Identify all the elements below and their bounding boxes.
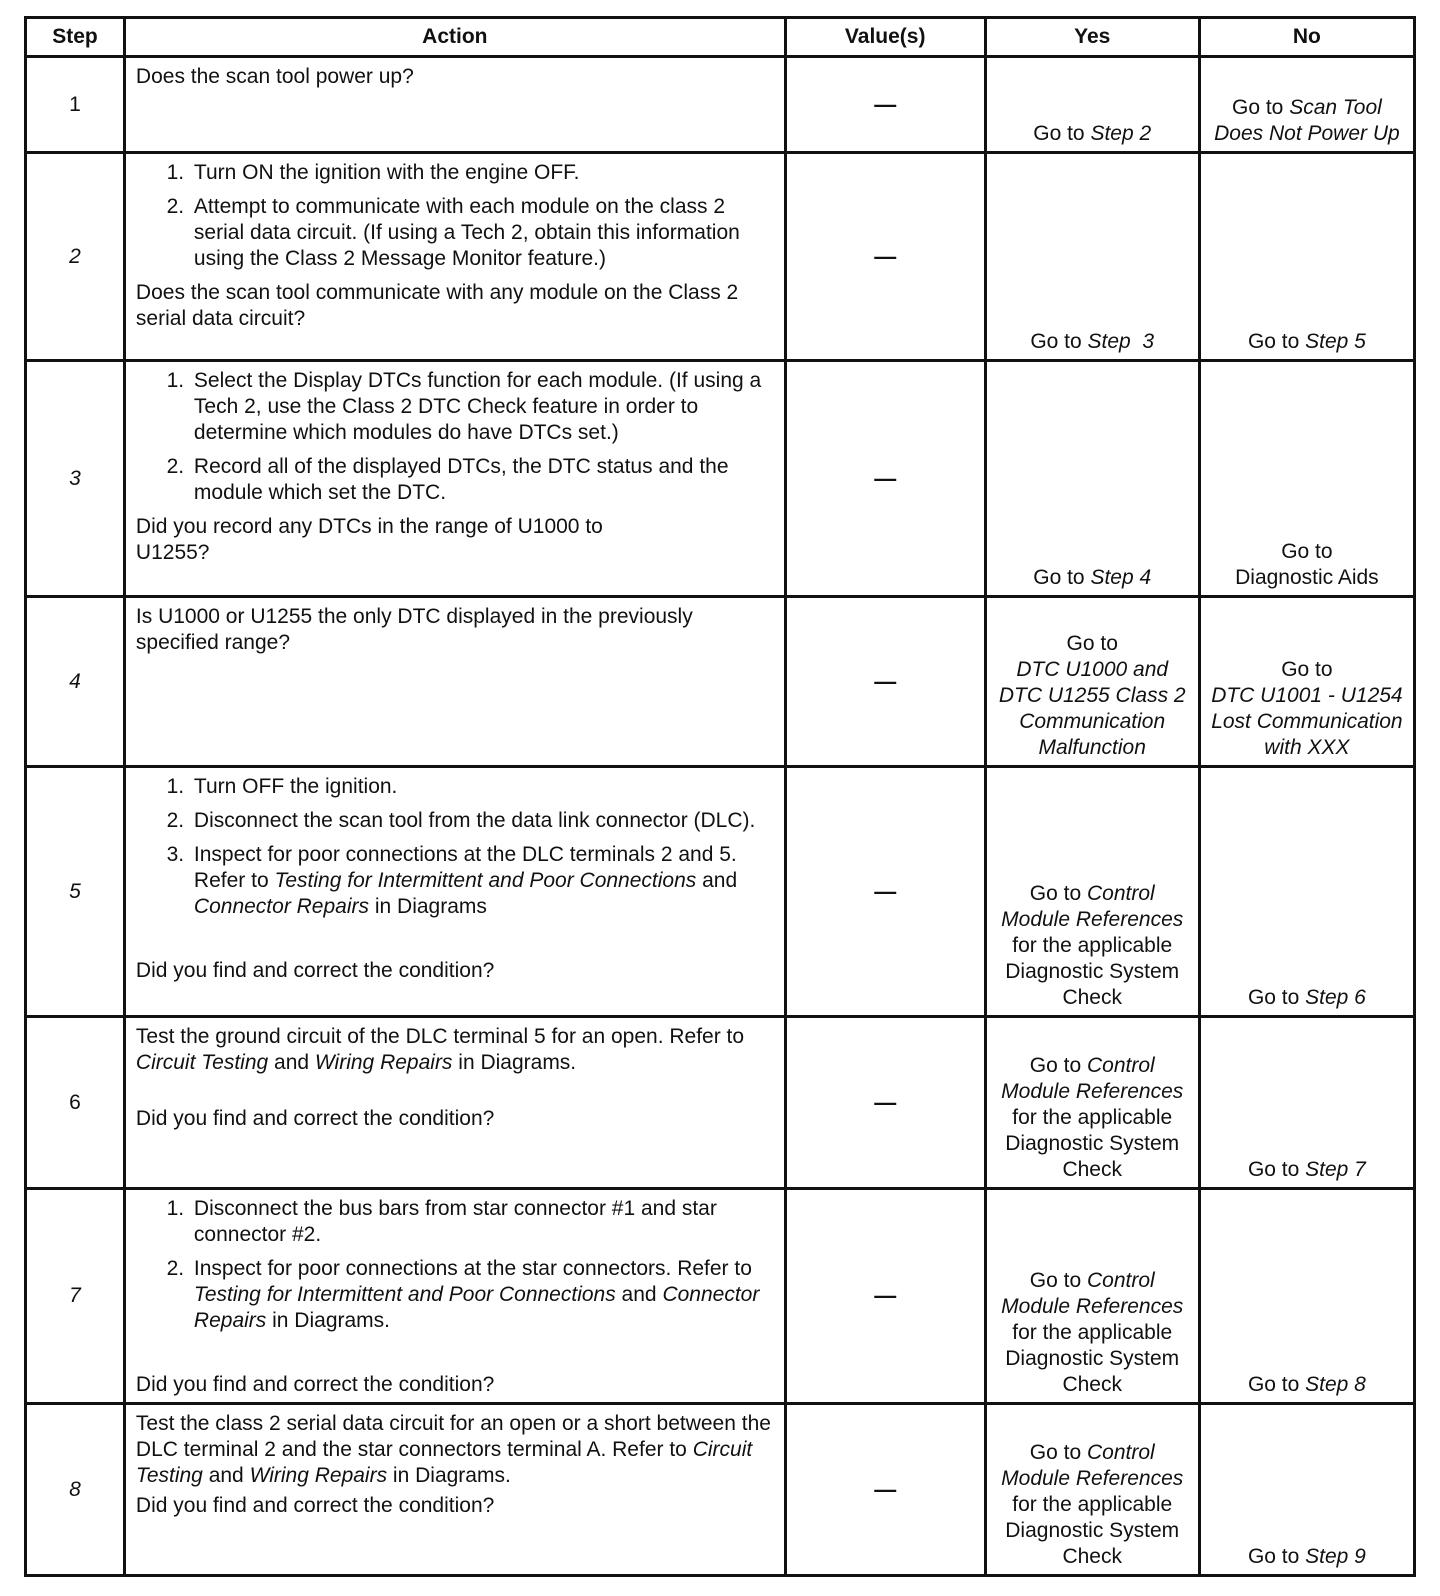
action-step-item: 1. Disconnect the bus bars from star connector #1 and star connector #2. bbox=[190, 1196, 776, 1248]
procedure-link[interactable]: Wiring Repairs bbox=[314, 1051, 453, 1074]
no-prefix: Go to bbox=[1247, 1373, 1306, 1396]
action-step-item: 1. Turn OFF the ignition. bbox=[190, 774, 776, 800]
action-question: Did you find and correct the condition? bbox=[135, 959, 495, 982]
no-cell[interactable] bbox=[1199, 1017, 1414, 1189]
action-cell bbox=[124, 1404, 785, 1576]
text: in Diagrams. bbox=[266, 1309, 390, 1332]
no-cell[interactable] bbox=[1199, 361, 1414, 597]
yes-link[interactable]: Step 3 bbox=[1087, 330, 1155, 353]
action-steps-list bbox=[136, 368, 776, 506]
procedure-link[interactable]: Testing for Intermittent and Poor Connections bbox=[193, 1283, 616, 1306]
spacer bbox=[136, 1342, 776, 1368]
spacer bbox=[136, 1076, 776, 1102]
action-question: Did you find and correct the condition? bbox=[135, 1494, 495, 1517]
action-question: Does the scan tool communicate with any module on the Class 2 serial data circuit? bbox=[135, 281, 739, 330]
yes-cell[interactable] bbox=[985, 597, 1199, 767]
yes-prefix: Go to bbox=[1029, 1054, 1087, 1077]
yes-cell[interactable] bbox=[985, 361, 1199, 597]
yes-link[interactable]: DTC U1000 and DTC U1255 Class 2 Communication Malfunction bbox=[998, 658, 1186, 759]
yes-suffix: for the applicable Diagnostic System Check bbox=[1005, 1321, 1180, 1396]
yes-prefix: Go to bbox=[1033, 566, 1091, 589]
yes-prefix: Go to bbox=[1030, 330, 1088, 353]
action-question: Does the scan tool power up? bbox=[135, 65, 414, 88]
no-link[interactable]: Step 8 bbox=[1305, 1373, 1366, 1396]
action-step-item: 1. Turn ON the ignition with the engine OFF. bbox=[190, 160, 776, 186]
action-cell bbox=[124, 361, 785, 597]
table-row-step-1 bbox=[26, 57, 1415, 153]
no-cell[interactable] bbox=[1199, 153, 1414, 361]
action-question: Did you record any DTCs in the range of U1000 to U1255? bbox=[135, 515, 603, 564]
no-link[interactable]: DTC U1001 - U1254 Lost Communication with XXX bbox=[1211, 684, 1403, 759]
step-number: 1 bbox=[26, 57, 125, 153]
yes-suffix: for the applicable Diagnostic System Check bbox=[1005, 1493, 1180, 1568]
yes-link[interactable]: Control Module References bbox=[1001, 1441, 1184, 1490]
action-step-item: 2. Disconnect the scan tool from the data link connector (DLC). bbox=[190, 808, 776, 834]
action-steps-list bbox=[136, 774, 776, 920]
step-number: 7 bbox=[26, 1189, 125, 1404]
value-cell: — bbox=[785, 153, 985, 361]
action-intro bbox=[136, 1024, 776, 1076]
action-cell bbox=[124, 57, 785, 153]
table-row-step-8 bbox=[26, 1404, 1415, 1576]
no-link[interactable]: Step 7 bbox=[1305, 1158, 1366, 1181]
yes-cell[interactable] bbox=[985, 1404, 1199, 1576]
action-step-item: 2. Record all of the displayed DTCs, the DTC status and the module which set the DTC. bbox=[190, 454, 776, 506]
diagnostic-table-sheet bbox=[24, 16, 1416, 1577]
procedure-link[interactable]: Circuit Testing bbox=[135, 1438, 753, 1487]
no-prefix: Go to bbox=[1247, 330, 1306, 353]
text: in Diagrams. bbox=[452, 1051, 577, 1074]
yes-prefix: Go to bbox=[1029, 1269, 1087, 1292]
spacer bbox=[136, 928, 776, 954]
text: Inspect for poor connections at the DLC terminals 2 and 5. Refer to bbox=[193, 843, 737, 892]
action-step-item: 2. Attempt to communicate with each module on the class 2 serial data circuit. (If using a Tech 2, obtain this information using the Class 2 Message Monitor feature.) bbox=[190, 194, 776, 272]
step-number: 2 bbox=[26, 153, 125, 361]
value-cell: — bbox=[785, 1404, 985, 1576]
action-cell bbox=[124, 153, 785, 361]
step-number: 8 bbox=[26, 1404, 125, 1576]
header-yes: Yes bbox=[985, 18, 1199, 57]
no-prefix: Go to bbox=[1247, 1545, 1306, 1568]
yes-link[interactable]: Control Module References bbox=[1001, 1269, 1184, 1318]
value-cell: — bbox=[785, 1017, 985, 1189]
action-cell bbox=[124, 597, 785, 767]
text: Test the class 2 serial data circuit for an open or a short between the DLC terminal 2 and the star connectors terminal A. Refer to bbox=[135, 1412, 771, 1461]
yes-link[interactable]: Step 2 bbox=[1090, 122, 1152, 145]
value-cell: — bbox=[785, 597, 985, 767]
action-step-item bbox=[190, 842, 776, 920]
procedure-link[interactable]: Wiring Repairs bbox=[249, 1464, 388, 1487]
no-link[interactable]: Step 9 bbox=[1305, 1545, 1366, 1568]
no-cell[interactable] bbox=[1199, 57, 1414, 153]
procedure-link[interactable]: Connector Repairs bbox=[193, 895, 370, 918]
no-cell[interactable] bbox=[1199, 1189, 1414, 1404]
text: in Diagrams bbox=[369, 895, 487, 918]
yes-prefix: Go to bbox=[1033, 122, 1091, 145]
text: and bbox=[202, 1464, 250, 1487]
yes-link[interactable]: Control Module References bbox=[1001, 882, 1184, 931]
yes-suffix: for the applicable Diagnostic System Check bbox=[1005, 1106, 1180, 1181]
no-prefix: Go to bbox=[1247, 986, 1306, 1009]
no-cell[interactable] bbox=[1199, 1404, 1414, 1576]
no-link[interactable]: Scan Tool Does Not Power Up bbox=[1214, 96, 1400, 145]
no-plain-target[interactable]: Diagnostic Aids bbox=[1235, 566, 1379, 589]
table-row-step-7 bbox=[26, 1189, 1415, 1404]
header-value: Value(s) bbox=[785, 18, 985, 57]
no-cell[interactable] bbox=[1199, 597, 1414, 767]
header-step: Step bbox=[26, 18, 125, 57]
yes-cell[interactable] bbox=[985, 767, 1199, 1017]
no-link[interactable]: Step 6 bbox=[1305, 986, 1366, 1009]
procedure-link[interactable]: Circuit Testing bbox=[135, 1051, 269, 1074]
value-cell: — bbox=[785, 767, 985, 1017]
yes-cell[interactable] bbox=[985, 57, 1199, 153]
table-row-step-4 bbox=[26, 597, 1415, 767]
yes-cell[interactable] bbox=[985, 1017, 1199, 1189]
procedure-link[interactable]: Testing for Intermittent and Poor Connections bbox=[274, 869, 697, 892]
step-number: 5 bbox=[26, 767, 125, 1017]
table-row-step-5 bbox=[26, 767, 1415, 1017]
no-prefix: Go to bbox=[1247, 1158, 1306, 1181]
action-steps-list bbox=[136, 1196, 776, 1334]
no-link[interactable]: Step 5 bbox=[1305, 330, 1366, 353]
action-steps-list bbox=[136, 160, 776, 272]
text: and bbox=[268, 1051, 315, 1074]
yes-prefix: Go to bbox=[1029, 1441, 1087, 1464]
yes-prefix: Go to bbox=[1029, 882, 1087, 905]
header-no: No bbox=[1199, 18, 1414, 57]
header-action: Action bbox=[124, 18, 785, 57]
action-step-item: 1. Select the Display DTCs function for each module. (If using a Tech 2, use the Class 2 DTC Check feature in order to determine which modules do have DTCs set.) bbox=[190, 368, 776, 446]
yes-prefix: Go to bbox=[1066, 632, 1118, 655]
no-cell[interactable] bbox=[1199, 767, 1414, 1017]
yes-suffix: for the applicable Diagnostic System Check bbox=[1005, 934, 1180, 1009]
step-number: 3 bbox=[26, 361, 125, 597]
no-prefix: Go to bbox=[1281, 540, 1333, 563]
yes-cell[interactable] bbox=[985, 1189, 1199, 1404]
text: and bbox=[615, 1283, 663, 1306]
no-prefix: Go to bbox=[1281, 658, 1333, 681]
action-cell bbox=[124, 1189, 785, 1404]
value-cell: — bbox=[785, 1189, 985, 1404]
action-cell bbox=[124, 767, 785, 1017]
table-row-step-2 bbox=[26, 153, 1415, 361]
action-question: Is U1000 or U1255 the only DTC displayed in the previously specified range? bbox=[135, 605, 693, 654]
action-cell bbox=[124, 1017, 785, 1189]
step-number: 6 bbox=[26, 1017, 125, 1189]
text: Test the ground circuit of the DLC terminal 5 for an open. Refer to bbox=[135, 1025, 745, 1048]
text: in Diagrams. bbox=[387, 1464, 511, 1487]
value-cell: — bbox=[785, 361, 985, 597]
header-row bbox=[26, 18, 1415, 57]
procedure-link[interactable]: Connector Repairs bbox=[193, 1283, 760, 1332]
yes-cell[interactable] bbox=[985, 153, 1199, 361]
table-row-step-6 bbox=[26, 1017, 1415, 1189]
action-question: Did you find and correct the condition? bbox=[135, 1107, 495, 1130]
yes-link[interactable]: Control Module References bbox=[1001, 1054, 1184, 1103]
value-cell: — bbox=[785, 57, 985, 153]
text: and bbox=[696, 869, 738, 892]
action-question: Did you find and correct the condition? bbox=[135, 1373, 495, 1396]
step-number: 4 bbox=[26, 597, 125, 767]
action-intro bbox=[136, 1411, 776, 1489]
diagnostic-table bbox=[24, 16, 1416, 1577]
yes-link[interactable]: Step 4 bbox=[1090, 566, 1152, 589]
table-row-step-3 bbox=[26, 361, 1415, 597]
no-prefix: Go to bbox=[1231, 96, 1290, 119]
action-step-item bbox=[190, 1256, 776, 1334]
text: Inspect for poor connections at the star connectors. Refer to bbox=[193, 1257, 752, 1280]
